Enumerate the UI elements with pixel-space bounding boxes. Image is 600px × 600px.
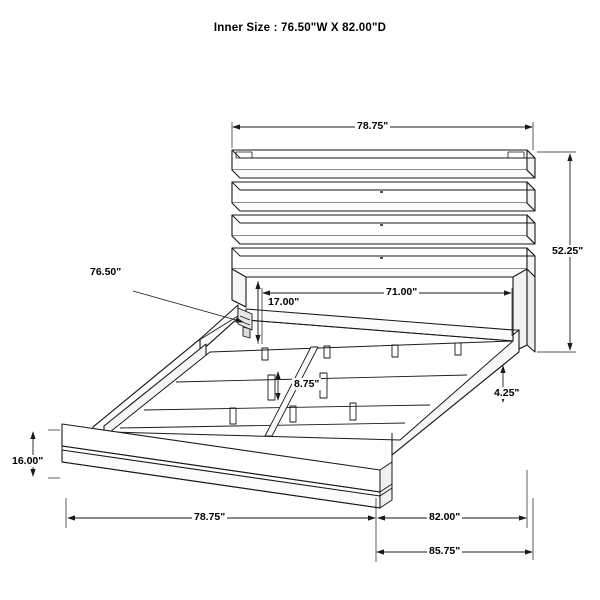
dimension-label-footboard-rail: 4.25" <box>494 387 520 399</box>
dimension-label-headboard-clearance: 17.00" <box>268 296 300 308</box>
dimension-label-inner-width-callout: 76.50" <box>90 266 122 278</box>
dimension-label-side-depth: 82.00" <box>429 511 461 523</box>
dimension-label-mattress-deck-width: 71.00" <box>386 286 418 298</box>
dimension-label-overall-height: 52.25" <box>552 245 584 257</box>
dimension-label-overall-depth: 85.75" <box>429 545 461 557</box>
dimension-label-slat-height: 8.75" <box>294 378 320 390</box>
page-title: Inner Size : 76.50"W X 82.00"D <box>213 22 387 34</box>
dimension-label-bottom-width: 78.75" <box>194 511 226 523</box>
dimension-label-headboard-width: 78.75" <box>357 120 389 132</box>
dimension-label-footboard-height: 16.00" <box>12 455 44 467</box>
